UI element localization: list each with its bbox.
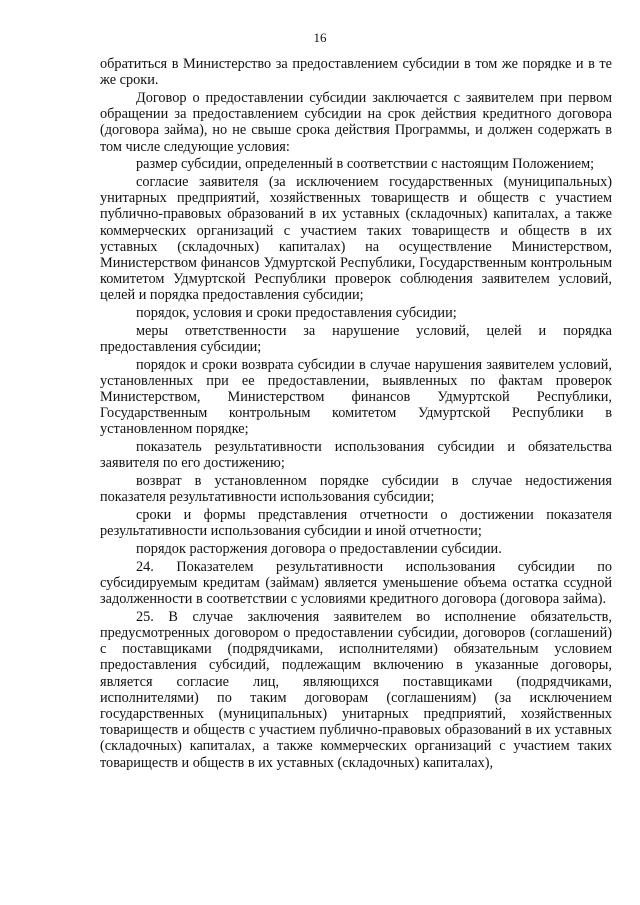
paragraph-condition-liability: меры ответственности за нарушение условий, целей и порядка предоставления субсидии; — [100, 322, 612, 355]
paragraph-condition-return: возврат в установленном порядке субсидии в случае недостижения показателя результативности использования субсидии; — [100, 473, 612, 506]
page-number: 16 — [313, 30, 327, 45]
paragraph-item-25: 25. В случае заключения заявителем во исполнение обязательств, предусмотренных договором о предоставлении субсидии, договоров (соглашений) с поставщиками (подрядчиками, исполнителями) обязательным условием предоставления субсидий, подлежащим включению в указанные договоры, является согласие лиц, являющихся поставщиками (подрядчиками, исполнителями) по таким договорам (соглашениям) (за исключением государственных (муниципальных) унитарных предприятий, хозяйственных товариществ и обществ с участием публично-правовых образований в их уставных (складочных) капиталах, а также коммерческих организаций с участием таких товариществ и обществ в их уставных (складочных) капиталах), — [100, 608, 612, 771]
paragraph-item-24: 24. Показателем результативности использования субсидии по субсидируемым кредитам (займам) является уменьшение объема остатка ссудной задолженности в соответствии с условиями кредитного договора (договора займа). — [100, 558, 612, 607]
paragraph-condition-reporting: сроки и формы представления отчетности о достижении показателя результативности использования субсидии и иной отчетности; — [100, 506, 612, 540]
paragraph-condition-procedure: порядок, условия и сроки предоставления субсидии; — [136, 305, 457, 322]
paragraph-agreement-intro: Договор о предоставлении субсидии заключается с заявителем при первом обращении за предоставлением субсидии на срок действия кредитного договора (договора займа), но не свыше срока действия Программы, и должен содержать в том числе следующие условия: — [100, 89, 612, 155]
paragraph-condition-amount: размер субсидии, определенный в соответствии с настоящим Положением; — [136, 156, 595, 173]
paragraph-condition-refund: порядок и сроки возврата субсидии в случае нарушения заявителем условий, установленных при ее предоставлении, выявленных по фактам проверок Министерством, Министерством финансов Удмуртской Республики, Государственным контрольным комитетом Удмуртской Республики в установленном порядке; — [100, 356, 612, 438]
paragraph-condition-termination: порядок расторжения договора о предоставлении субсидии. — [136, 540, 502, 557]
paragraph-condition-consent: согласие заявителя (за исключением государственных (муниципальных) унитарных предприятий, хозяйственных товариществ и обществ с участием публично-правовых образований в их уставных (складочных) капиталах, а также коммерческих организаций с участием таких товариществ и обществ в их уставных (складочных) капиталах) на осуществление Министерством, Министерством финансов Удмуртской Республики, Государственным контрольным комитетом Удмуртской Республики проверок соблюдения заявителем условий, целей и порядка предоставления субсидии; — [100, 173, 612, 304]
paragraph-continuation: обратиться в Министерство за предоставлением субсидии в том же порядке и в те же сроки. — [100, 56, 612, 89]
paragraph-condition-indicator: показатель результативности использования субсидии и обязательства заявителя по его достижению; — [100, 439, 612, 472]
document-body — [100, 56, 612, 772]
